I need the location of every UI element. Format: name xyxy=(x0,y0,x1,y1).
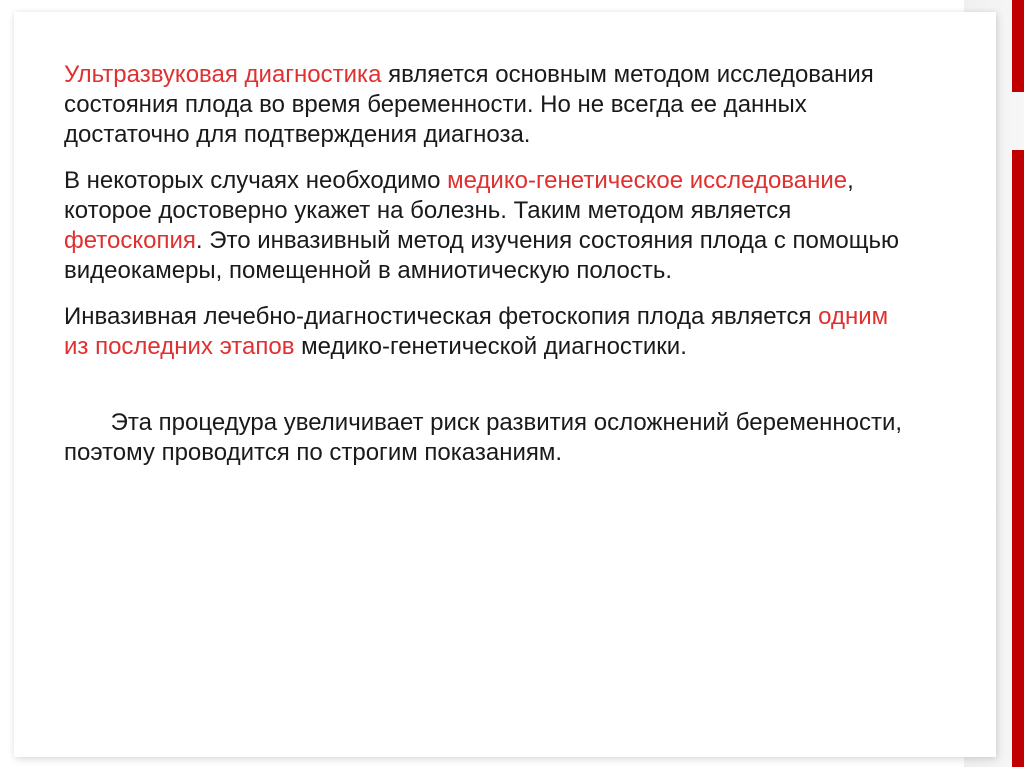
paragraph-3 xyxy=(64,302,904,362)
accent-bar-top xyxy=(1012,0,1024,92)
body-text: , которое достоверно укажет на болезнь. Таким методом является xyxy=(64,167,854,224)
highlight-text: медико-генетическое исследование xyxy=(447,167,848,194)
highlight-text: одним из последних этапов xyxy=(64,303,889,360)
highlight-text: фетоскопия xyxy=(64,227,196,254)
body-text: является основным методом исследования состояния плода во время беременности. Но не всегда ее данных достаточно для подтверждения диагноза. xyxy=(64,61,874,148)
paragraph-1 xyxy=(64,60,904,150)
body-text: . Это инвазивный метод изучения состояния плода с помощью видеокамеры, помещенной в амниотическую полость. xyxy=(64,227,899,284)
highlight-text: Ультразвуковая диагностика xyxy=(64,61,382,88)
paragraph-2 xyxy=(64,166,904,286)
body-text: В некоторых случаях необходимо xyxy=(64,167,448,194)
accent-bar xyxy=(1012,150,1024,767)
slide-body xyxy=(64,60,909,514)
body-text: Эта процедура увеличивает риск развития осложнений беременности, поэтому проводится по строгим показаниям. xyxy=(64,409,909,466)
body-text: медико-генетической диагностики. xyxy=(294,333,687,360)
body-text: Инвазивная лечебно-диагностическая фетоскопия плода является xyxy=(64,303,819,330)
paragraph-4 xyxy=(64,378,909,498)
